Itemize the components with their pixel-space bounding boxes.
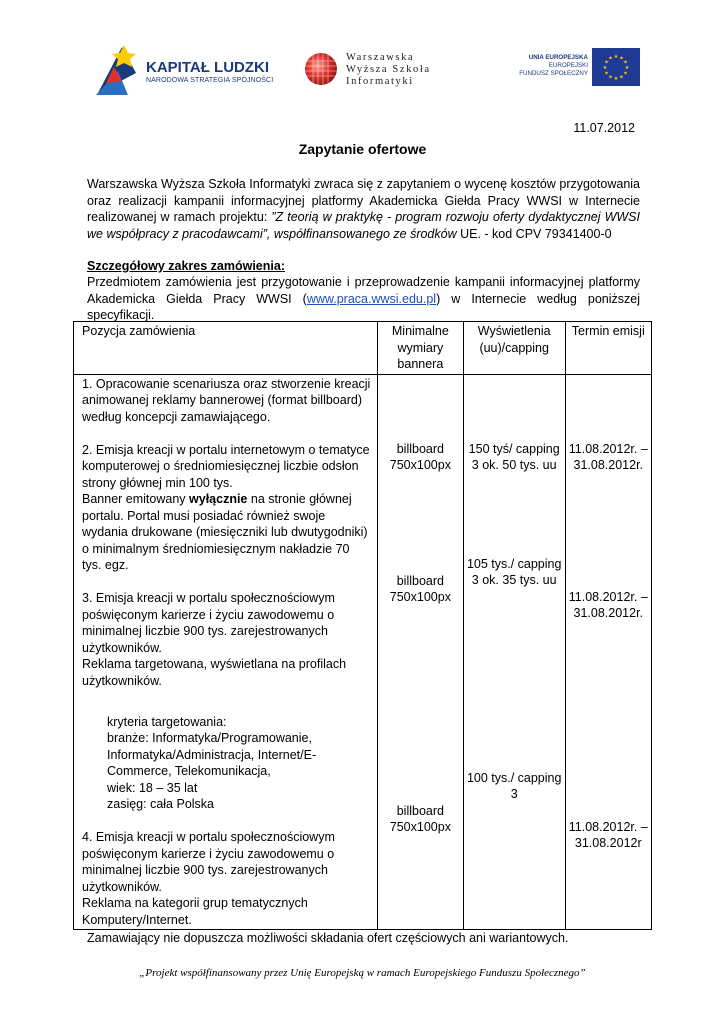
document-date: 11.07.2012 (573, 121, 635, 135)
kapital-ludzki-emblem-icon (92, 43, 142, 99)
wwsi-line3: Informatyki (346, 76, 414, 87)
term-cell (565, 374, 651, 930)
item-3-desc: 3. Emisja kreacji w portalu społecznościowym poświęconym karierze i życiu zawodowemu o minimalnej liczbie 900 tys. zarejestrowanych użytkowników. (82, 591, 335, 655)
item-2-banner-b: na stronie głównej portalu. Portal musi posiadać również swoje wydania drukowane (miesięczniki lub dwutygodniki) o minimalnym średniomiesięcznym nakładzie 70 tys. egz. (82, 492, 368, 572)
specification-table (73, 321, 652, 930)
item-3-criteria-branches: branże: Informatyka/Programowanie, Informatyka/Administracja, Internet/E-Commerce, Telekomunikacja, (107, 731, 317, 778)
views-cell (463, 374, 565, 930)
document-title: Zapytanie ofertowe (298, 141, 427, 157)
item-4-desc: 4. Emisja kreacji w portalu społecznościowym poświęconym karierze i życiu zawodowemu o minimalnej liczbie 900 tys. zarejestrowanych użytkowników. (82, 830, 335, 894)
eu-star-icon: ★ (602, 65, 608, 71)
eu-star-icon: ★ (619, 55, 624, 62)
eu-star-icon: ★ (624, 65, 630, 71)
eu-star-icon: ★ (623, 70, 628, 77)
dimensions-cell (377, 374, 463, 930)
intro-text-b: UE. - kod CPV 79341400-0 (456, 226, 612, 241)
eu-star-icon: ★ (623, 59, 628, 66)
header-views: Wyświetlenia (uu)/capping (463, 322, 565, 375)
wwsi-line1: Warszawska (346, 52, 415, 63)
item-4-term: 11.08.2012r. – 31.08.2012r (568, 819, 648, 850)
header-position: Pozycja zamówienia (74, 322, 378, 375)
item-3-criteria-range: zasięg: cała Polska (107, 797, 215, 811)
scope-heading: Szczegółowy zakres zamówienia: (87, 259, 285, 273)
kapital-ludzki-logo (92, 43, 274, 99)
table-row (74, 374, 652, 930)
closing-note: Zamawiający nie dopuszcza możliwości składania ofert częściowych ani wariantowych. (87, 931, 569, 945)
table-header-row (74, 322, 652, 375)
item-2-banner (82, 491, 371, 574)
eu-star-icon: ★ (613, 54, 619, 60)
footer-note: „Projekt współfinansowany przez Unię Europejską w ramach Europejskiego Funduszu Społecznego” (139, 967, 586, 979)
wwsi-logo (304, 50, 434, 92)
item-2-desc: 2. Emisja kreacji w portalu internetowym o tematyce komputerowej o średniomiesięcznej liczbie odsłon strony głównej min 100 tys. (82, 442, 370, 490)
wwsi-line2: Wyższa Szkoła (346, 64, 431, 75)
header-dimensions: Minimalne wymiary bannera (377, 322, 463, 375)
item-3-criteria-age: wiek: 18 – 35 lat (107, 780, 198, 795)
platform-link[interactable]: www.praca.wwsi.edu.pl (306, 291, 437, 306)
eu-star-icon: ★ (604, 59, 609, 66)
eu-line3: FUNDUSZ SPOŁECZNY (519, 70, 588, 77)
item-2-views: 150 tyś/ capping 3 ok. 50 tys. uu (468, 441, 560, 472)
item-2-term: 11.08.2012r. – 31.08.2012r. (568, 441, 648, 472)
item-3-criteria-title: kryteria targetowania: (107, 714, 227, 729)
kapital-ludzki-subtitle: NARODOWA STRATEGIA SPÓJNOŚCI (146, 77, 274, 84)
item-4-size: billboard 750x100px (389, 803, 451, 834)
wwsi-sphere-icon (304, 52, 338, 86)
scope-text-a: Przedmiotem zamówienia jest przygotowanie i przeprowadzenie kampanii informacyjnej platformy Akademicka Giełda Pracy WWSI ( (87, 275, 640, 306)
eu-flag-icon (592, 48, 640, 86)
eu-line1: UNIA EUROPEJSKA (528, 54, 588, 61)
item-4-category: Reklama na kategorii grup tematycznych Komputery/Internet. (82, 896, 308, 927)
item-3-size: billboard 750x100px (389, 573, 451, 604)
item-3-views: 105 tys./ capping 3 ok. 35 tys. uu (466, 556, 562, 587)
item-3-term: 11.08.2012r. – 31.08.2012r. (568, 589, 648, 620)
eu-star-icon: ★ (619, 74, 624, 81)
project-name: ”Z teorią w praktykę - program rozwoju oferty dydaktycznej WWSI we współpracy z pracodawcami”, współfinansowanego ze środków (87, 210, 640, 241)
eu-logo (508, 48, 636, 90)
item-2-banner-a: Banner emitowany (82, 492, 190, 506)
intro-paragraph (87, 176, 640, 242)
eu-line2: EUROPEJSKI (548, 62, 588, 69)
header-term: Termin emisji (565, 322, 651, 375)
eu-star-icon: ★ (613, 76, 619, 82)
kapital-ludzki-title: KAPITAŁ LUDZKI (146, 59, 270, 76)
item-2-banner-bold: wyłącznie (189, 492, 248, 506)
eu-star-icon: ★ (604, 70, 609, 77)
intro-text-a: Warszawska Wyższa Szkoła Informatyki zwraca się z zapytaniem o wycenę kosztów przygotowania oraz realizacji kampanii informacyjnej platformy Akademicka Giełda Pracy WWSI w Internecie realizowanej w ramach projektu: (87, 177, 640, 224)
eu-star-icon: ★ (608, 74, 613, 81)
item-2-size: billboard 750x100px (389, 441, 451, 472)
item-1: 1. Opracowanie scenariusza oraz stworzenie kreacji animowanej reklamy bannerowej (format billboard) według koncepcji zamawiającego. (82, 376, 371, 424)
positions-cell (74, 374, 378, 930)
scope-paragraph (87, 274, 640, 324)
scope-text-b: ) w Internecie według poniższej specyfikacji. (87, 291, 640, 322)
eu-star-icon: ★ (608, 55, 613, 62)
item-3-targeting: Reklama targetowana, wyświetlana na profilach użytkowników. (82, 657, 347, 688)
item-4-views: 100 tys./ capping 3 (466, 770, 562, 801)
